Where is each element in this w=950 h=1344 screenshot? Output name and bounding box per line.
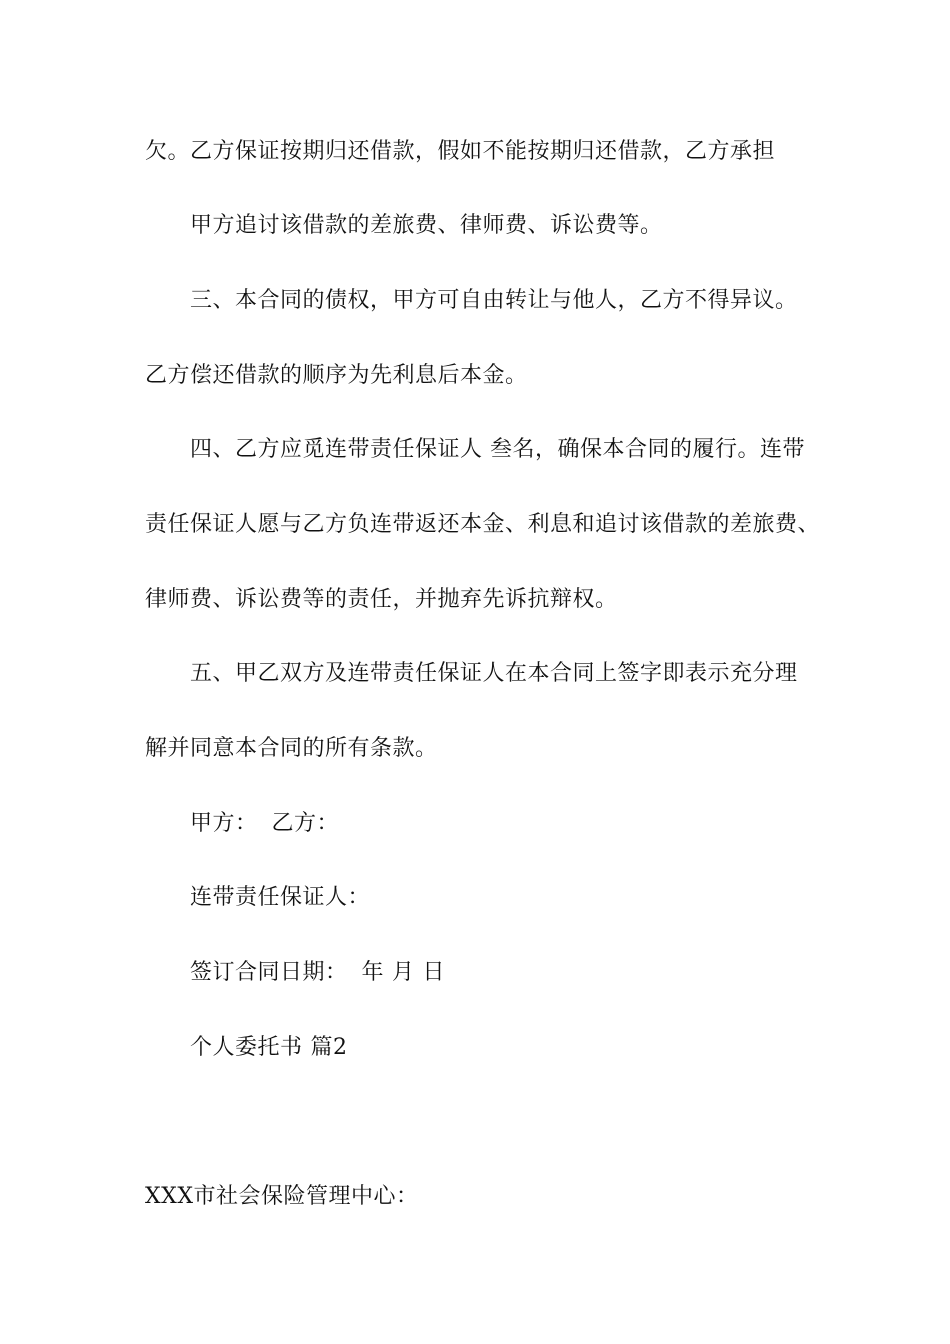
body-line-1: 欠。乙方保证按期归还借款，假如不能按期归还借款，乙方承担 — [145, 139, 776, 164]
body-line-5: 四、乙方应觅连带责任保证人 叁名，确保本合同的履行。连带 — [190, 437, 805, 462]
body-line-2: 甲方追讨该借款的差旅费、律师费、诉讼费等。 — [190, 213, 663, 238]
signature-parties — [190, 809, 339, 839]
addressee-line: XXX市社会保险管理中心： — [145, 1184, 419, 1209]
body-line-4: 乙方偿还借款的顺序为先利息后本金。 — [145, 363, 528, 388]
body-line-6: 责任保证人愿与乙方负连带返还本金、利息和追讨该借款的差旅费、 — [145, 512, 821, 537]
body-line-3: 三、本合同的债权，甲方可自由转让与他人，乙方不得异议。 — [190, 288, 798, 313]
party-a-label: 甲方： — [190, 811, 258, 836]
body-line-7: 律师费、诉讼费等的责任，并抛弃先诉抗辩权。 — [145, 587, 618, 612]
section-heading — [190, 1033, 348, 1063]
date-day: 日 — [422, 960, 446, 985]
party-b-label: 乙方： — [271, 811, 340, 836]
contract-date — [190, 958, 445, 988]
section-title: 个人委托书 — [190, 1035, 303, 1060]
date-month: 月 — [392, 960, 415, 985]
body-line-8: 五、甲乙双方及连带责任保证人在本合同上签字即表示充分理 — [190, 661, 798, 686]
guarantor-label: 连带责任保证人： — [190, 885, 371, 910]
section-number: 篇2 — [310, 1035, 348, 1060]
date-year: 年 — [361, 960, 385, 985]
body-line-9: 解并同意本合同的所有条款。 — [145, 736, 438, 761]
date-label: 签订合同日期： — [190, 960, 348, 985]
